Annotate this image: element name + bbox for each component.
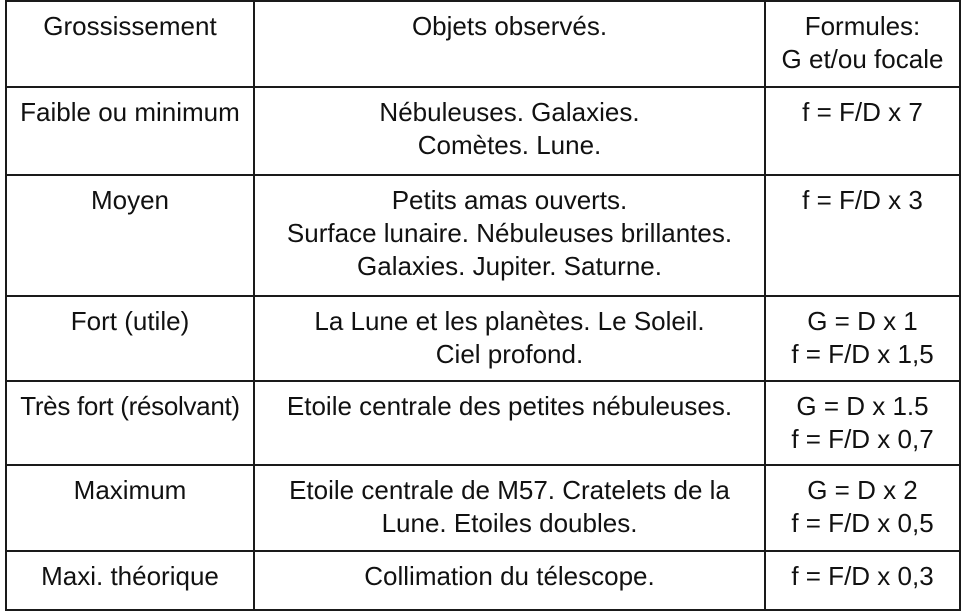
- cell-grossissement: [6, 296, 254, 381]
- formule-line: G = D x 1.5: [796, 391, 929, 421]
- cell-objets: [254, 87, 765, 175]
- cell-formules: [765, 87, 960, 175]
- cell-formules: [765, 175, 960, 296]
- header-formules-line: G et/ou focale: [781, 44, 944, 74]
- header-formules-line: Formules:: [804, 11, 921, 41]
- grossissement-text: Maxi. théorique: [41, 561, 219, 591]
- objets-line: Surface lunaire. Nébuleuses brillantes.: [286, 218, 733, 248]
- cell-grossissement: [6, 175, 254, 296]
- table-row: [6, 296, 960, 381]
- cell-objets: [254, 551, 765, 610]
- cell-grossissement: [6, 551, 254, 610]
- objets-line: La Lune et les planètes. Le Soleil.: [314, 306, 705, 336]
- cell-formules: [765, 381, 960, 465]
- objets-line: Ciel profond.: [435, 339, 584, 369]
- formule-line: f = F/D x 3: [802, 185, 923, 215]
- header-objets: [254, 1, 765, 87]
- cell-grossissement: [6, 465, 254, 551]
- grossissement-text: Très fort (résolvant): [20, 391, 240, 421]
- objets-line: Etoile centrale de M57. Cratelets de la: [289, 475, 730, 505]
- objets-line: Petits amas ouverts.: [391, 185, 628, 215]
- objets-line: Galaxies. Jupiter. Saturne.: [357, 251, 662, 281]
- header-grossissement-label: Grossissement: [43, 11, 217, 41]
- cell-objets: [254, 296, 765, 381]
- grossissement-text: Maximum: [73, 475, 187, 505]
- cell-grossissement: [6, 87, 254, 175]
- formule-line: f = F/D x 0,3: [791, 561, 934, 591]
- formule-line: f = F/D x 7: [802, 97, 923, 127]
- table-row: [6, 551, 960, 610]
- header-objets-label: Objets observés.: [411, 11, 608, 41]
- cell-objets: [254, 175, 765, 296]
- grossissement-text: Faible ou minimum: [20, 97, 240, 127]
- cell-objets: [254, 381, 765, 465]
- table-row: [6, 381, 960, 465]
- header-row: [6, 1, 960, 87]
- magnification-table: [5, 0, 961, 611]
- objets-line: Lune. Etoiles doubles.: [381, 508, 638, 538]
- objets-line: Collimation du télescope.: [364, 561, 655, 591]
- formule-line: f = F/D x 1,5: [791, 339, 934, 369]
- objets-line: Etoile centrale des petites nébuleuses.: [286, 391, 733, 421]
- table-row: [6, 87, 960, 175]
- cell-grossissement: [6, 381, 254, 465]
- table-row: [6, 465, 960, 551]
- grossissement-text: Fort (utile): [70, 306, 190, 336]
- formule-line: f = F/D x 0,5: [791, 508, 934, 538]
- header-grossissement: [6, 1, 254, 87]
- cell-formules: [765, 465, 960, 551]
- formule-line: f = F/D x 0,7: [791, 424, 934, 454]
- cell-formules: [765, 551, 960, 610]
- header-formules: [765, 1, 960, 87]
- objets-line: Comètes. Lune.: [417, 130, 602, 160]
- cell-objets: [254, 465, 765, 551]
- formule-line: G = D x 1: [807, 306, 918, 336]
- formule-line: G = D x 2: [807, 475, 918, 505]
- table-row: [6, 175, 960, 296]
- grossissement-text: Moyen: [90, 185, 170, 215]
- cell-formules: [765, 296, 960, 381]
- objets-line: Nébuleuses. Galaxies.: [379, 97, 640, 127]
